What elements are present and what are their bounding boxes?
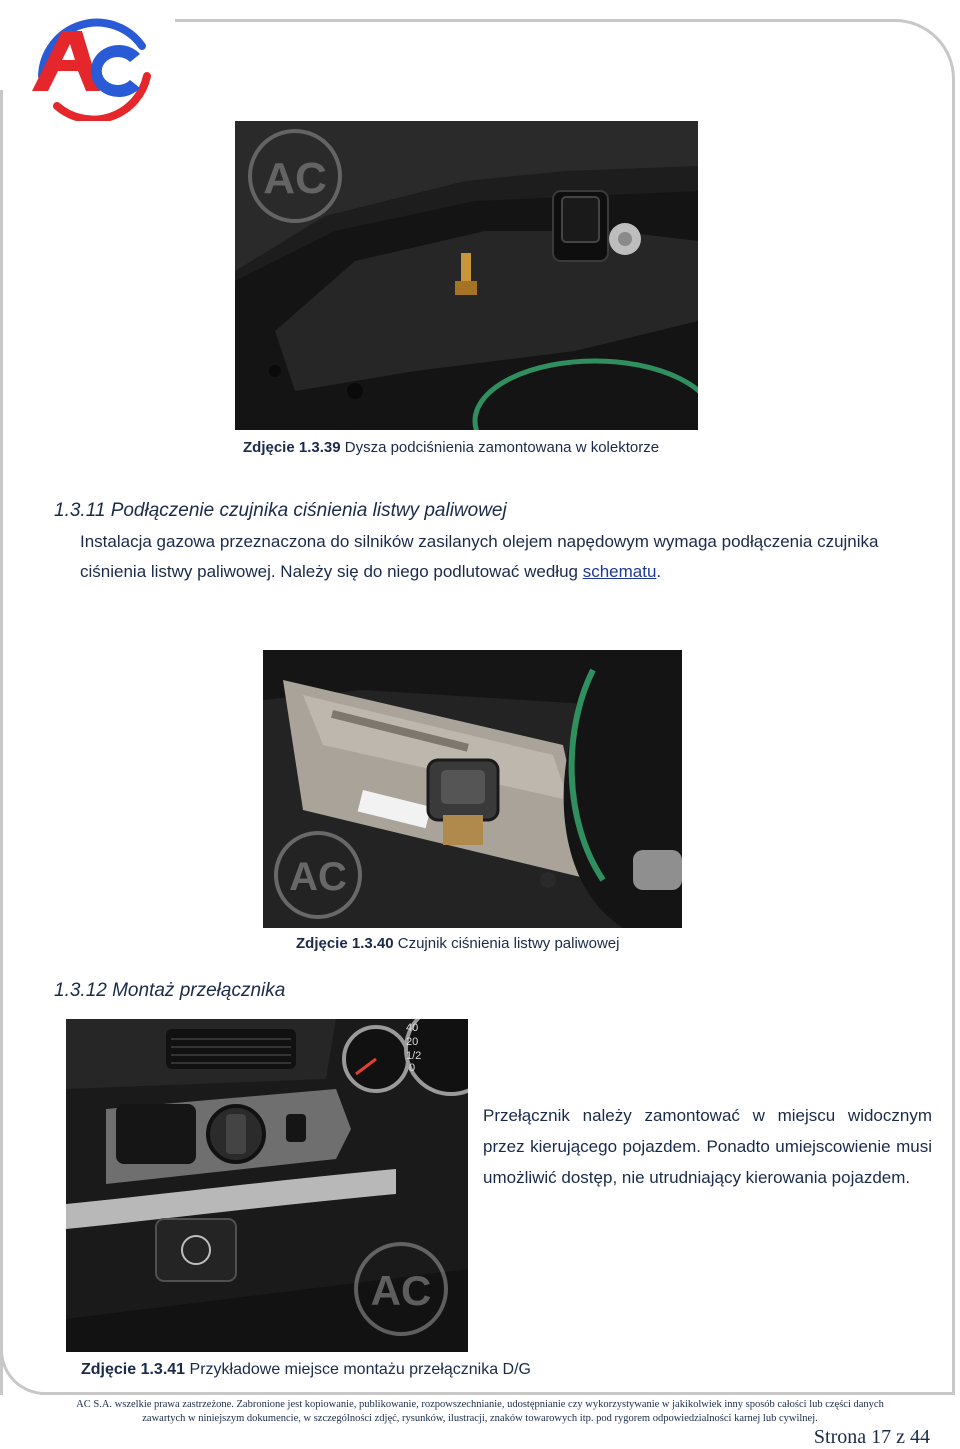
footer-copyright: AC S.A. wszelkie prawa zastrzeżone. Zabronione jest kopiowanie, publikowanie, rozpowszechnianie, udostępnianie czy wykorzystywanie w jakikolwiek inny sposób całości lub części danych zawartych w niniejszym dokumencie, w szczególności zdjęć, rysunków, ilustracji, znaków towarowych itp. pod rygorem odpowiedzialności karnej lub cywilnej. [76, 1399, 884, 1424]
photo-vacuum-nozzle-manifold [235, 121, 698, 430]
svg-text:AC: AC [370, 1267, 432, 1314]
page-frame-bottom [40, 1392, 955, 1395]
ac-logo [22, 6, 162, 121]
svg-text:1/2: 1/2 [406, 1050, 422, 1062]
svg-text:20: 20 [406, 1036, 419, 1048]
caption-photo-1-3-41: Zdjęcie 1.3.41 Przykładowe miejsce montażu przełącznika D/G [81, 1361, 531, 1378]
photo-switch-mount-location [66, 1019, 468, 1352]
page-number: Strona 17 z 44 [813, 1426, 930, 1448]
svg-text:0: 0 [409, 1062, 416, 1074]
caption-photo-1-3-39: Zdjęcie 1.3.39 Dysza podciśnienia zamontowana w kolektorze [243, 439, 660, 456]
svg-text:AC: AC [289, 855, 347, 899]
caption-photo-1-3-40: Zdjęcie 1.3.40 Czujnik ciśnienia listwy paliwowej [296, 935, 620, 952]
svg-text:AC: AC [263, 154, 327, 203]
section-1-3-11-text: Instalacja gazowa przeznaczona do silników zasilanych olejem napędowym wymaga podłączenia czujnika ciśnienia listwy paliwowej. Należy się do niego podlutować według schematu. [80, 532, 879, 581]
page-frame-top [175, 19, 875, 22]
photo-fuel-rail-pressure-sensor [263, 650, 682, 928]
section-1-3-12-text: Przełącznik należy zamontować w miejscu widocznym przez kierującego pojazdem. Ponadto umiejscowienie musi umożliwić dostęp, nie utrudniający kierowania pojazdem. [483, 1106, 932, 1187]
section-heading-1-3-11: 1.3.11 Podłączenie czujnika ciśnienia listwy paliwowej [54, 500, 507, 521]
svg-text:40: 40 [406, 1022, 419, 1034]
page-frame-left [0, 90, 3, 1395]
page-frame-right [952, 95, 955, 1395]
page-frame-bottom-left-corner [0, 1330, 60, 1395]
page-frame-corner [875, 19, 955, 99]
schematic-link[interactable]: schematu [582, 562, 657, 581]
section-heading-1-3-12: 1.3.12 Montaż przełącznika [54, 980, 286, 1001]
